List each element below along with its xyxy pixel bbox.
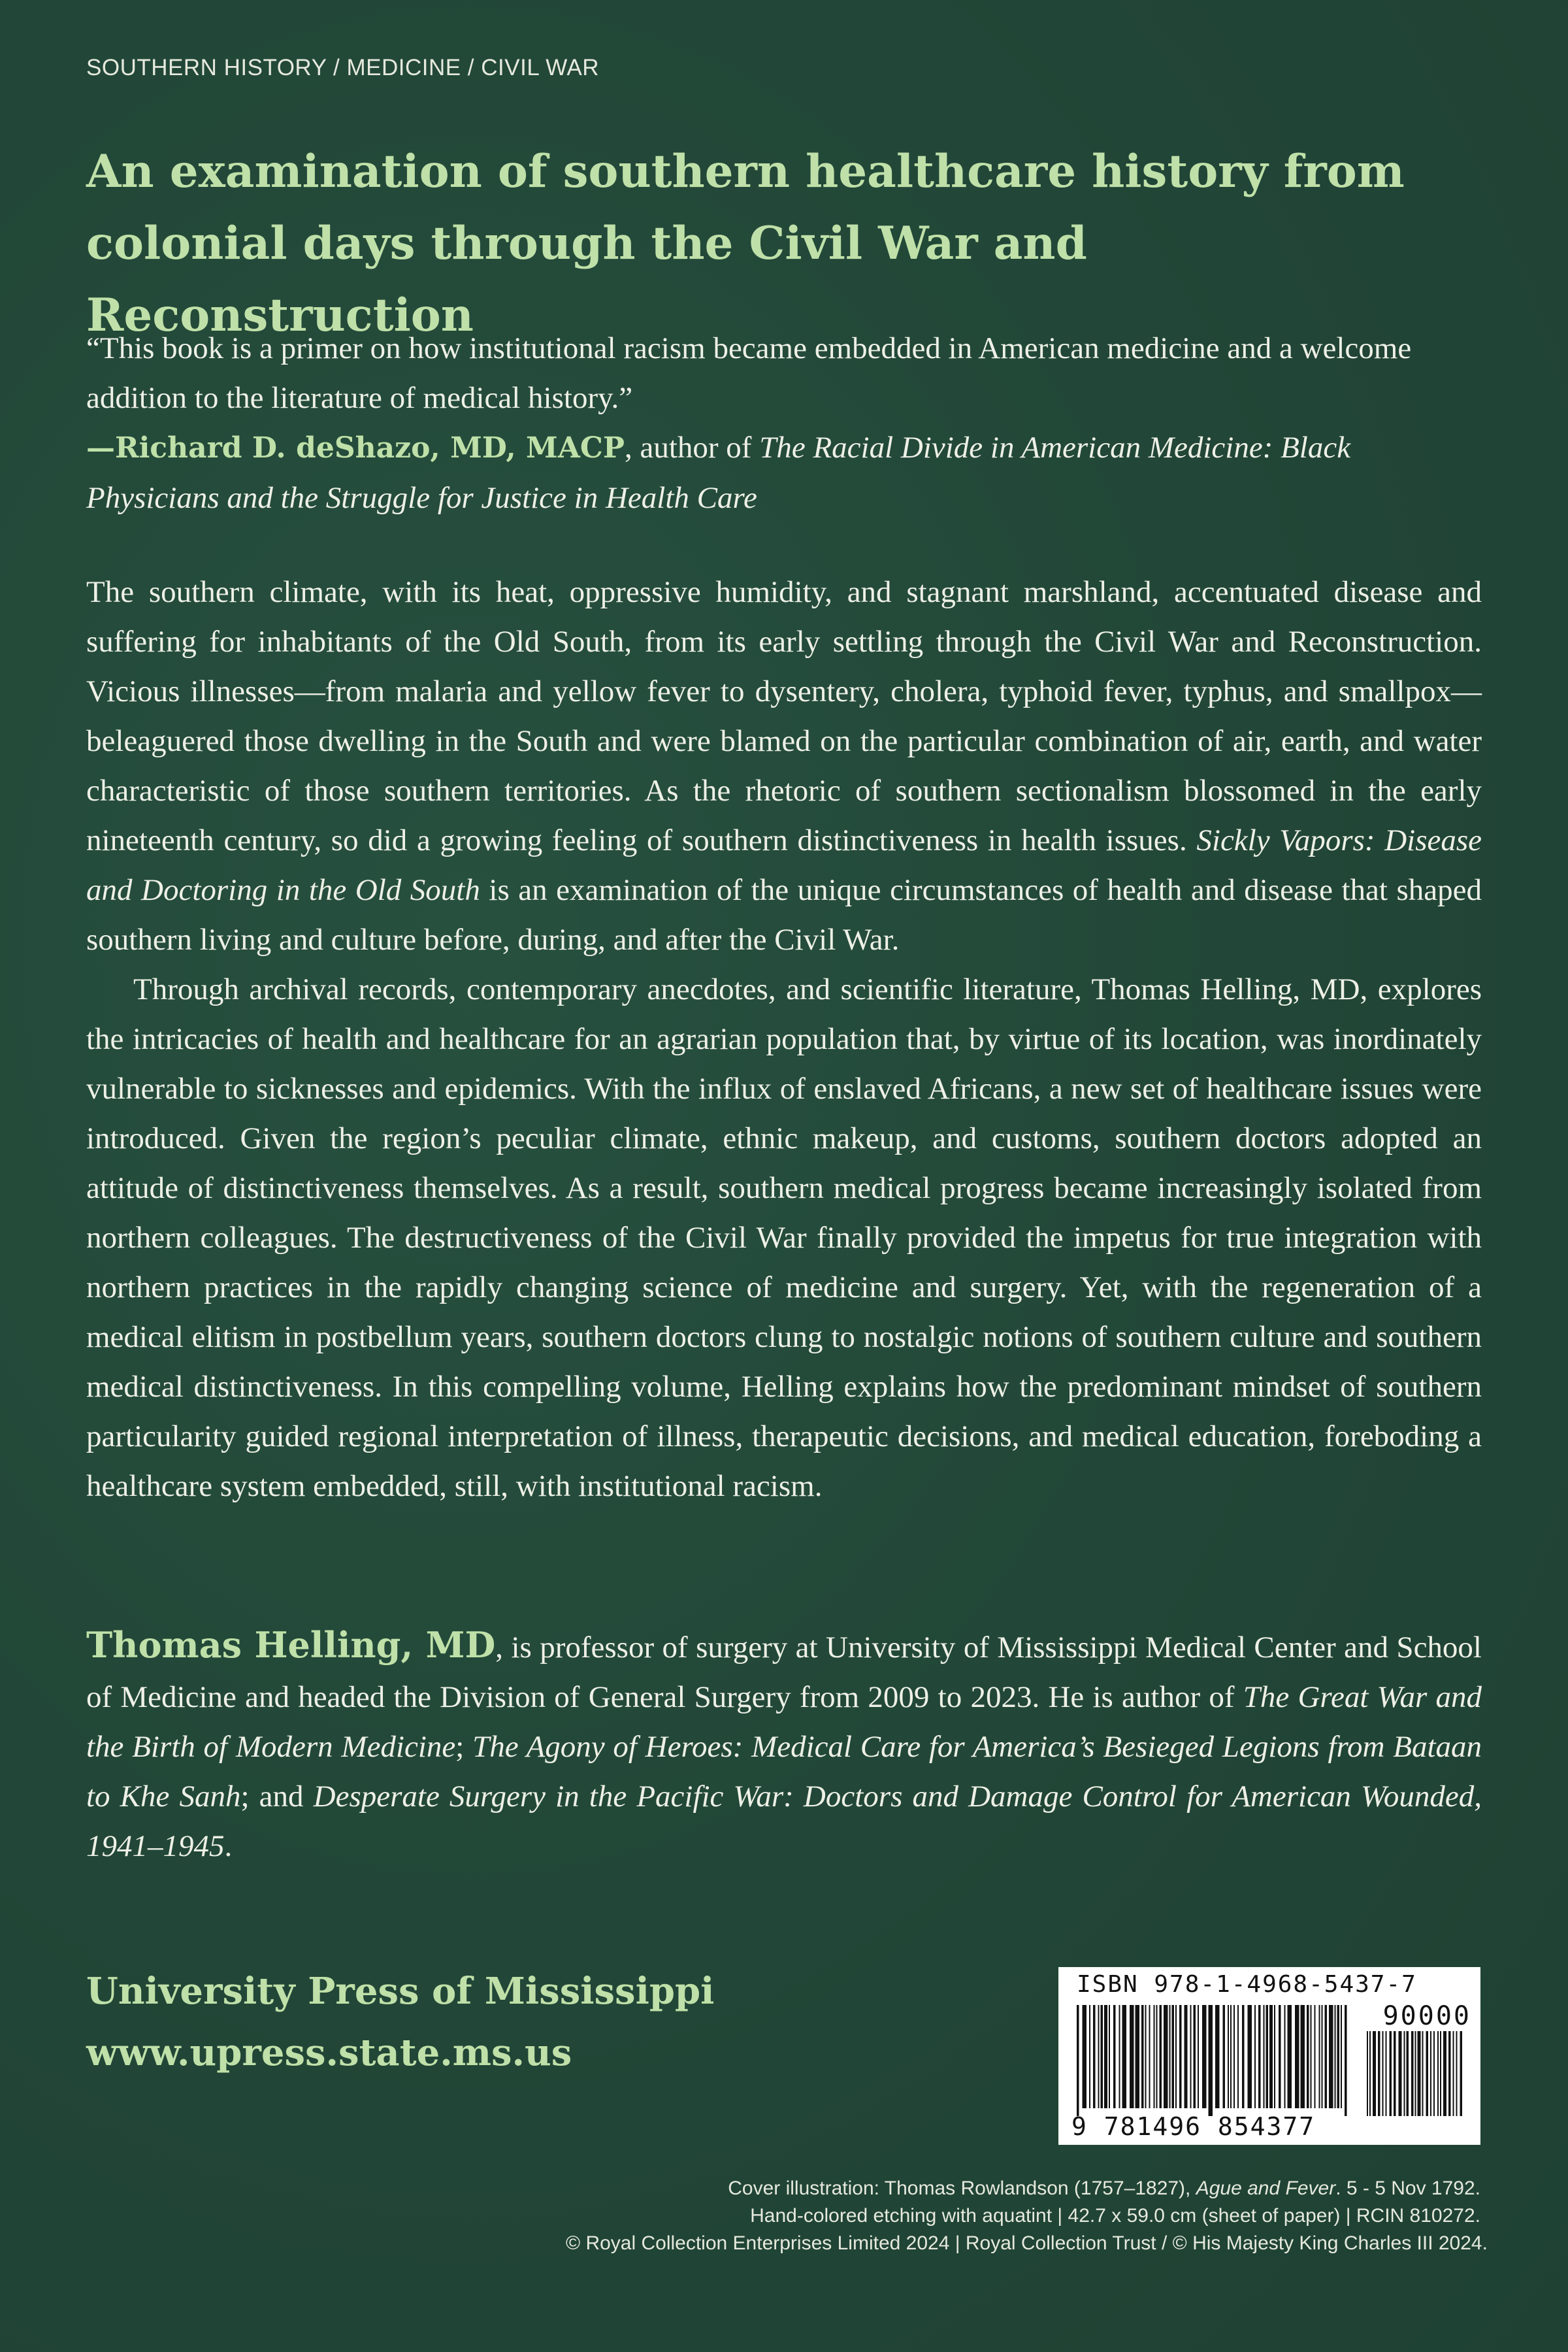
cover-credit [566, 2175, 1488, 2257]
isbn-label: ISBN 978-1-4968-5437-7 [1077, 1971, 1417, 1998]
bio-end: . [224, 1829, 233, 1863]
credit-artwork-title: Ague and Fever [1196, 2178, 1336, 2199]
book-title-inline: Sickly Vapors: Disease and Doctoring in the Old South [86, 823, 1482, 907]
barcode-digits: 9 781496 854377 [1071, 2112, 1316, 2141]
book-description [86, 567, 1482, 1511]
bio-book-2: The Agony of Heroes: Medical Care for America’s Besieged Legions from Bataan to Khe Sanh [86, 1730, 1482, 1814]
author-bio [86, 1620, 1482, 1871]
category-label: SOUTHERN HISTORY / MEDICINE / CIVIL WAR [86, 55, 600, 80]
endorser-text: , author of [624, 431, 760, 465]
bio-book-1: The Great War and the Birth of Modern Medicine [86, 1680, 1482, 1764]
headline-line-2: colonial days through the Civil War and Reconstruction [86, 217, 1087, 342]
endorsement-blurb [86, 323, 1482, 523]
publisher-url[interactable]: www.upress.state.ms.us [86, 2031, 572, 2074]
credit-line-1-a: Cover illustration: Thomas Rowlandson (1757–1827), [728, 2178, 1196, 2199]
publisher-name: University Press of Mississippi [86, 1970, 715, 2013]
bio-separator-2: ; and [240, 1780, 314, 1814]
endorser-book-title: The Racial Divide in American Medicine: Black Physicians and the Struggle for Justice in Health Care [86, 431, 1351, 515]
publisher-block [86, 1961, 714, 2083]
headline-line-1: An examination of southern healthcare history from [86, 145, 1405, 198]
description-p1-text-a: The southern climate, with its heat, oppressive humidity, and stagnant marshland, accentuated disease and suffering for inhabitants of the Old South, from its early settling through the Civil War and Reconstruction. Vicious illnesses—from malaria and yellow fever to dysentery, cholera, typhoid fever, typhus, and smallpox—beleaguered those dwelling in the South and were blamed on the particular combination of air, earth, and water characteristic of those southern territories. As the rhetoric of southern sectionalism blossomed in the early nineteenth century, so did a growing feeling of southern distinctiveness in health issues. [86, 575, 1482, 857]
bio-book-3: Desperate Surgery in the Pacific War: Doctors and Damage Control for American Wounded, 1941–1945 [86, 1780, 1482, 1863]
credit-line-2: Hand-colored etching with aquatint | 42.7 x 59.0 cm (sheet of paper) | RCIN 810272. [750, 2205, 1480, 2227]
barcode-bars-icon [1074, 2005, 1466, 2116]
headline [86, 136, 1484, 352]
description-paragraph-2: Through archival records, contemporary anecdotes, and scientific literature, Thomas Helling, MD, explores the intricacies of health and healthcare for an agrarian population that, by virtue of its location, was inordinately vulnerable to sicknesses and epidemics. With the influx of enslaved Africans, a new set of healthcare issues were introduced. Given the region’s peculiar climate, ethnic makeup, and customs, southern doctors adopted an attitude of distinctiveness themselves. As a result, southern medical progress became increasingly isolated from northern colleagues. The destructiveness of the Civil War finally provided the impetus for true integration with northern practices in the rapidly changing science of medicine and surgery. Yet, with the regeneration of a medical elitism in postbellum years, southern doctors clung to nostalgic notions of southern culture and southern medical distinctiveness. In this compelling volume, Helling explains how the predominant mindset of southern particularity guided regional interpretation of illness, therapeutic decisions, and medical education, foreboding a healthcare system embedded, still, with institutional racism. [86, 972, 1482, 1503]
credit-line-3: © Royal Collection Enterprises Limited 2024 | Royal Collection Trust / © His Majesty King Charles III 2024. [566, 2232, 1488, 2254]
credit-line-1 [566, 2175, 1480, 2202]
price-code: 90000 [1382, 2001, 1471, 2031]
description-p1-text-b: is an examination of the unique circumstances of health and disease that shaped southern living and culture before, during, and after the Civil War. [86, 873, 1482, 957]
endorsement-quote: “This book is a primer on how institutional racism became embedded in American medicine and a welcome addition to the literature of medical history.” [86, 331, 1412, 415]
author-name: Thomas Helling, MD [86, 1624, 496, 1666]
bio-text: , is professor of surgery at University of Mississippi Medical Center and School of Medicine and headed the Division of General Surgery from 2009 to 2023. He is author of [86, 1631, 1482, 1714]
endorser-name: —Richard D. deShazo, MD, MACP [86, 431, 625, 465]
bio-separator-1: ; [455, 1730, 473, 1764]
credit-line-1-b: . 5 - 5 Nov 1792. [1335, 2178, 1480, 2199]
isbn-barcode [1058, 1967, 1480, 2145]
description-paragraph-1 [86, 567, 1482, 965]
